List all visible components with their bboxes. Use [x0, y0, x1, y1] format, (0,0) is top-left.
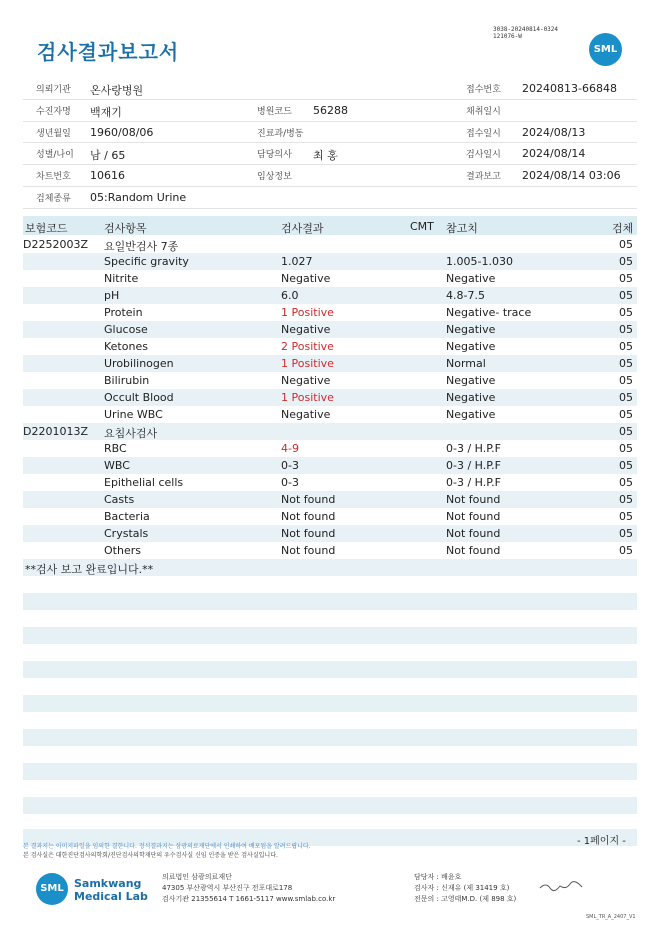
sex-age-value: 남 / 65 — [90, 149, 126, 163]
staff-manager: 담당자 : 배윤호 — [414, 873, 462, 881]
cell-specimen: 05 — [619, 493, 633, 506]
chart-no-label: 차트번호 — [36, 172, 71, 183]
receipt-date-value: 2024/08/13 — [522, 125, 586, 139]
cell-ref: Not found — [446, 544, 501, 557]
report-complete-row — [23, 559, 637, 576]
collect-date-label: 채취일시 — [466, 106, 501, 117]
cell-result: 1 Positive — [281, 306, 334, 319]
doctor-value: 최 홍 — [313, 149, 338, 163]
page-number: - 1페이지 - — [577, 836, 626, 847]
cell-item: Others — [104, 544, 141, 557]
cell-item: Casts — [104, 493, 135, 506]
table-row — [23, 406, 637, 423]
table-row — [23, 372, 637, 389]
cell-item: Occult Blood — [104, 391, 174, 404]
cell-result: Negative — [281, 408, 331, 421]
cell-specimen: 05 — [619, 255, 633, 268]
cell-specimen: 05 — [619, 323, 633, 336]
cell-result: Not found — [281, 544, 336, 557]
org-contact: 검사기관 21355614 T 1661-5117 www.smlab.co.kr — [162, 895, 336, 903]
cell-specimen: 05 — [619, 459, 633, 472]
org-address: 47305 부산광역시 부산진구 전포대로178 — [162, 884, 293, 892]
empty-row — [23, 729, 637, 746]
cell-specimen: 05 — [619, 527, 633, 540]
sml-logo-icon: SML — [36, 873, 68, 905]
cell-item: Glucose — [104, 323, 148, 336]
form-code: SML_TR_A_2407_V1 — [586, 914, 636, 920]
cell-result: Not found — [281, 493, 336, 506]
patient-info-block — [23, 78, 637, 209]
cell-specimen: 05 — [619, 544, 633, 557]
table-row — [23, 338, 637, 355]
cell-result: 2 Positive — [281, 340, 334, 353]
info-row — [23, 165, 637, 187]
cell-result: 1.027 — [281, 255, 313, 268]
doc-id-line: 3038-20240814-0324 — [493, 26, 559, 33]
table-row — [23, 508, 637, 525]
dob-value: 1960/08/06 — [90, 125, 154, 139]
cell-specimen: 05 — [619, 408, 633, 421]
table-row — [23, 474, 637, 491]
info-row — [23, 143, 637, 165]
header-code: 보험코드 — [25, 222, 68, 235]
header-result: 검사결과 — [281, 222, 324, 235]
info-row — [23, 78, 637, 100]
results-table-header — [23, 216, 637, 235]
footer-note-image: 본 결과지는 이미지파일을 임의한 결한니다. 정식결과지는 삼광의료재단에서 인쇄하여 배포됨을 알려드립니다. — [23, 843, 311, 850]
cell-specimen: 05 — [619, 391, 633, 404]
receipt-no-value: 20240813-66848 — [522, 82, 617, 95]
header-cmt: CMT — [410, 220, 434, 233]
table-row — [23, 270, 637, 287]
test-date-label: 검사일시 — [466, 150, 501, 161]
sml-logo-icon: SML — [589, 33, 622, 66]
table-row — [23, 525, 637, 542]
table-row — [23, 355, 637, 372]
cell-result: 0-3 — [281, 459, 299, 472]
cell-result: 6.0 — [281, 289, 299, 302]
table-row — [23, 321, 637, 338]
cell-specimen: 05 — [619, 340, 633, 353]
cell-ref: 0-3 / H.P.F — [446, 442, 501, 455]
cell-item: pH — [104, 289, 120, 302]
institution-value: 온사랑병원 — [90, 84, 144, 97]
cell-item: Ketones — [104, 340, 148, 353]
hospital-code-value: 56288 — [313, 103, 348, 117]
sex-age-label: 성별/나이 — [36, 150, 74, 161]
cell-item: 요일반검사 7종 — [104, 240, 179, 253]
info-row — [23, 187, 637, 209]
page-title: 검사결과보고서 — [37, 40, 180, 64]
cell-item: RBC — [104, 442, 127, 455]
cell-result: Negative — [281, 272, 331, 285]
test-date-value: 2024/08/14 — [522, 147, 586, 161]
cell-item: Urobilinogen — [104, 357, 174, 370]
cell-ref: 0-3 / H.P.F — [446, 459, 501, 472]
empty-row — [23, 593, 637, 610]
cell-ref: 4.8-7.5 — [446, 289, 485, 302]
cell-specimen: 05 — [619, 272, 633, 285]
header-specimen: 검체 — [612, 222, 634, 235]
brand-line: Medical Lab — [74, 890, 148, 903]
cell-specimen: 05 — [619, 425, 633, 438]
table-row — [23, 253, 637, 270]
doc-id-line: 121076-W — [493, 33, 522, 40]
cell-specimen: 05 — [619, 476, 633, 489]
document-id — [493, 26, 558, 40]
cell-item: Urine WBC — [104, 408, 163, 421]
cell-ref: Normal — [446, 357, 486, 370]
cell-ref: Negative — [446, 340, 496, 353]
empty-row — [23, 627, 637, 644]
cell-ref: 0-3 / H.P.F — [446, 476, 501, 489]
cell-item: WBC — [104, 459, 130, 472]
doctor-label: 담당의사 — [257, 150, 292, 161]
cell-specimen: 05 — [619, 374, 633, 387]
empty-row — [23, 763, 637, 780]
header-ref: 참고치 — [446, 222, 478, 235]
cell-ref: Not found — [446, 493, 501, 506]
staff-tester: 검사자 : 신재유 (제 31419 호) — [414, 884, 510, 892]
receipt-date-label: 접수일시 — [466, 128, 501, 139]
cell-result: Negative — [281, 323, 331, 336]
cell-ref: Negative- trace — [446, 306, 532, 319]
cell-code: D2252003Z — [23, 238, 88, 251]
cell-ref: Negative — [446, 408, 496, 421]
cell-result: 0-3 — [281, 476, 299, 489]
table-row — [23, 457, 637, 474]
dob-label: 생년월일 — [36, 128, 71, 139]
empty-row — [23, 661, 637, 678]
cell-result: Negative — [281, 374, 331, 387]
cell-specimen: 05 — [619, 510, 633, 523]
cell-ref: Negative — [446, 374, 496, 387]
cell-result: Not found — [281, 510, 336, 523]
info-row — [23, 100, 637, 122]
cell-code: D2201013Z — [23, 425, 88, 438]
table-row — [23, 287, 637, 304]
table-row — [23, 236, 637, 253]
receipt-no-label: 접수번호 — [466, 85, 501, 95]
cell-item: Specific gravity — [104, 255, 189, 268]
table-row — [23, 423, 637, 440]
cell-specimen: 05 — [619, 238, 633, 251]
institution-label: 의뢰기관 — [36, 85, 71, 95]
clinical-label: 임상정보 — [257, 172, 292, 183]
empty-row — [23, 797, 637, 814]
cell-item: Bacteria — [104, 510, 150, 523]
cell-item: Epithelial cells — [104, 476, 184, 489]
empty-row — [23, 695, 637, 712]
brand-line: Samkwang — [74, 877, 142, 890]
patient-label: 수진자명 — [36, 106, 71, 117]
chart-no-value: 10616 — [90, 169, 125, 183]
cell-ref: 1.005-1.030 — [446, 255, 513, 268]
cell-ref: Not found — [446, 510, 501, 523]
cell-result: 1 Positive — [281, 357, 334, 370]
footer-note-accreditation: 본 검사실은 대한진단검사의학회/진단검사의학재단의 우수검사실 신임 인증을 받은 검사실입니다. — [23, 852, 278, 859]
table-row — [23, 304, 637, 321]
table-row — [23, 542, 637, 559]
cell-item: 요침사검사 — [104, 427, 158, 440]
cell-ref: Not found — [446, 527, 501, 540]
cell-ref: Negative — [446, 323, 496, 336]
cell-result: Not found — [281, 527, 336, 540]
specimen-label: 검체종류 — [36, 193, 71, 204]
cell-specimen: 05 — [619, 289, 633, 302]
org-name: 의료법인 삼광의료재단 — [162, 873, 232, 881]
cell-ref: Negative — [446, 272, 496, 285]
cell-item: Crystals — [104, 527, 149, 540]
hospital-code-label: 병원코드 — [257, 106, 292, 117]
staff-specialist: 전문의 : 고영태M.D. (제 898 호) — [414, 895, 517, 903]
cell-item: Nitrite — [104, 272, 139, 285]
cell-result: 4-9 — [281, 442, 299, 455]
report-date-label: 결과보고 — [466, 172, 501, 183]
table-row — [23, 491, 637, 508]
signature-icon — [538, 880, 584, 892]
cell-item: Bilirubin — [104, 374, 150, 387]
info-row — [23, 122, 637, 144]
cell-result: 1 Positive — [281, 391, 334, 404]
cell-item: Protein — [104, 306, 143, 319]
table-row — [23, 440, 637, 457]
cell-specimen: 05 — [619, 442, 633, 455]
table-row — [23, 389, 637, 406]
cell-specimen: 05 — [619, 306, 633, 319]
cell-ref: Negative — [446, 391, 496, 404]
report-complete-note: **검사 보고 완료입니다.** — [25, 563, 154, 576]
cell-specimen: 05 — [619, 357, 633, 370]
dept-label: 진료과/병동 — [257, 128, 304, 139]
results-table-body — [23, 236, 637, 576]
brand-name — [74, 877, 148, 903]
report-date-value: 2024/08/14 03:06 — [522, 169, 621, 183]
header-item: 검사항목 — [104, 222, 147, 235]
patient-value: 백재기 — [90, 105, 122, 119]
specimen-value: 05:Random Urine — [90, 190, 187, 204]
